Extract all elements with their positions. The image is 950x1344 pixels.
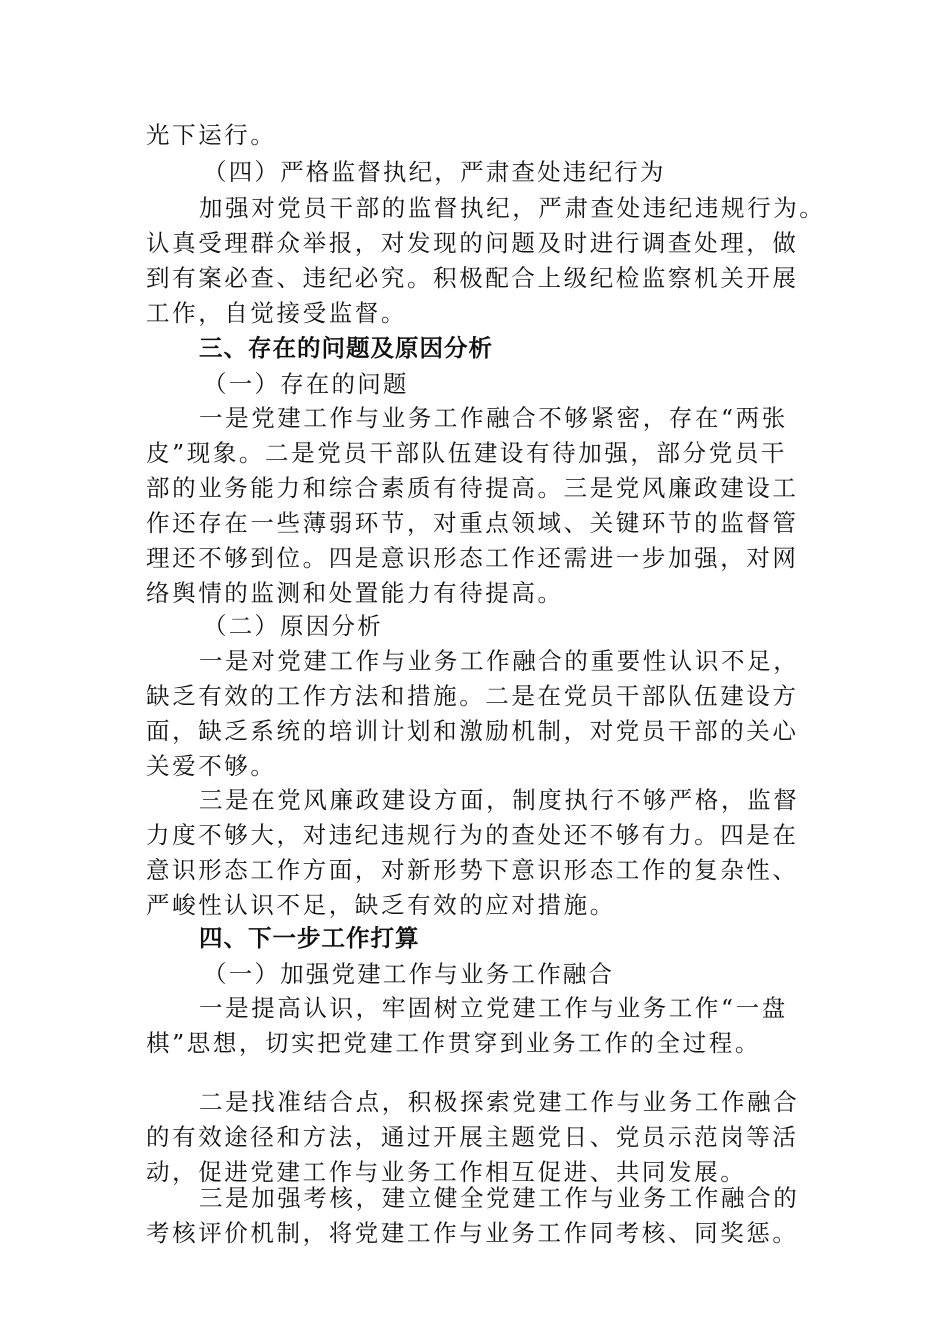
body-text-line: 棋”思想，切实把党建工作贯穿到业务工作的全过程。 — [146, 1029, 761, 1057]
body-text-line: 关爱不够。 — [146, 752, 277, 780]
body-text-line: 皮”现象。二是党员干部队伍建设有待加强，部分党员干 — [146, 439, 788, 467]
body-text-line: 认真受理群众举报，对发现的问题及时进行调查处理，做 — [146, 229, 799, 257]
body-text-line: 络舆情的监测和处置能力有待提高。 — [146, 579, 564, 607]
body-text-line: 动，促进党建工作与业务工作相互促进、共同发展。 — [146, 1158, 747, 1186]
body-text-line: 二是找准结合点，积极探索党建工作与业务工作融合 — [199, 1088, 800, 1116]
body-text-line: 缺乏有效的工作方法和措施。二是在党员干部队伍建设方 — [146, 682, 799, 710]
body-text-line: 考核评价机制，将党建工作与业务工作同考核、同奖惩。 — [146, 1219, 799, 1247]
body-text-line: 力度不够大，对违纪违规行为的查处还不够有力。四是在 — [146, 821, 799, 849]
body-text-line: 三是在党风廉政建设方面，制度执行不够严格，监督 — [199, 786, 800, 814]
body-text-line: 光下运行。 — [146, 121, 277, 149]
body-text-line: 意识形态工作方面，对新形势下意识形态工作的复杂性、 — [146, 856, 799, 884]
section-heading-4: 四、下一步工作打算 — [199, 924, 420, 952]
body-text-line: 的有效途径和方法，通过开展主题党日、党员示范岗等活 — [146, 1123, 799, 1151]
body-text-line: 部的业务能力和综合素质有待提高。三是党风廉政建设工 — [146, 474, 799, 502]
section-heading-3: 三、存在的问题及原因分析 — [199, 334, 493, 362]
subsection-heading-causes: （二）原因分析 — [203, 612, 383, 640]
body-text-line: 作还存在一些薄弱环节，对重点领域、关键环节的监督管 — [146, 509, 799, 537]
body-text-line: 一是对党建工作与业务工作融合的重要性认识不足， — [199, 647, 800, 675]
body-text-line: 一是提高认识，牢固树立党建工作与业务工作“一盘 — [199, 994, 788, 1022]
body-text-line: 面，缺乏系统的培训计划和激励机制，对党员干部的关心 — [146, 717, 799, 745]
body-text-line: 工作，自觉接受监督。 — [146, 299, 407, 327]
subsection-heading-integration: （一）加强党建工作与业务工作融合 — [203, 960, 615, 988]
body-text-line: 加强对党员干部的监督执纪，严肃查处违纪违规行为。 — [199, 194, 826, 222]
body-text-line: 理还不够到位。四是意识形态工作还需进一步加强，对网 — [146, 544, 799, 572]
body-text-line: 一是党建工作与业务工作融合不够紧密，存在“两张 — [199, 404, 788, 432]
body-text-line: 三是加强考核，建立健全党建工作与业务工作融合的 — [199, 1184, 800, 1212]
subsection-heading-4: （四）严格监督执纪，严肃查处违纪行为 — [203, 158, 666, 186]
body-text-line: 严峻性认识不足，缺乏有效的应对措施。 — [146, 891, 616, 919]
body-text-line: 到有案必查、违纪必究。积极配合上级纪检监察机关开展 — [146, 264, 799, 292]
subsection-heading-problems: （一）存在的问题 — [203, 370, 409, 398]
